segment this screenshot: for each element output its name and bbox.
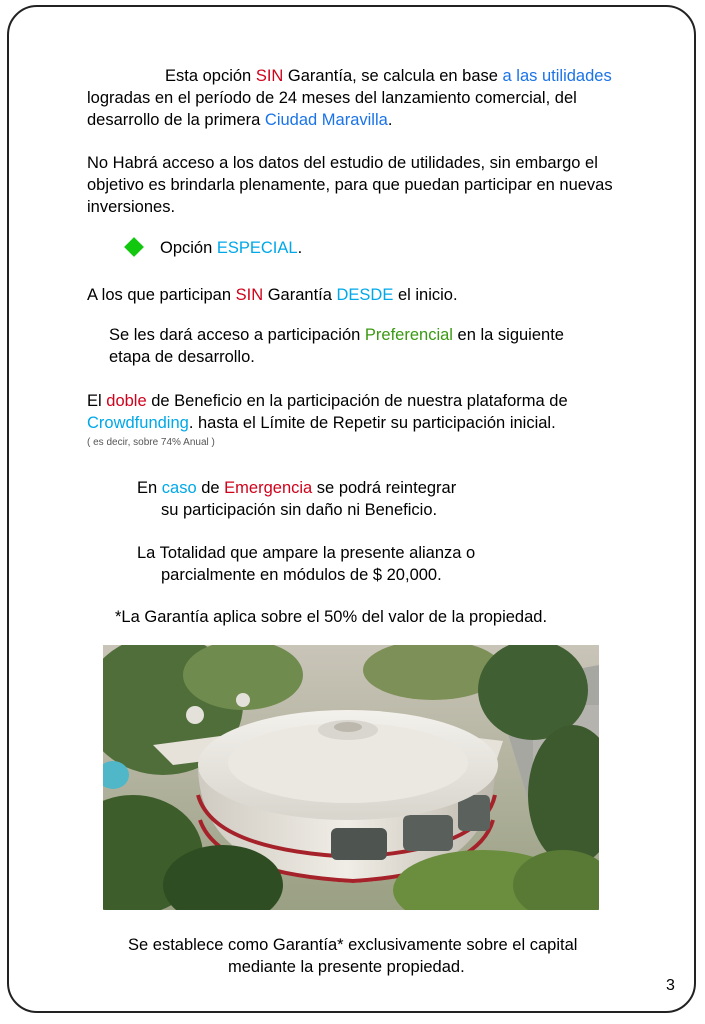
p5-line2 [87, 412, 556, 434]
option-especial [160, 237, 302, 259]
p3-text: Garantía [263, 286, 337, 304]
preferencial-highlight: Preferencial [364, 326, 453, 344]
p3-text: A los que participan [87, 286, 236, 304]
annual-note: ( es decir, sobre 74% Anual ) [87, 437, 215, 448]
p4-line2: etapa de desarrollo. [109, 348, 255, 366]
p1-text: Esta opción [165, 67, 256, 85]
p1-text: . [387, 111, 393, 129]
p4-text: Se les dará acceso a participación [109, 326, 365, 344]
option-text: Opción [160, 239, 217, 257]
caso-highlight: caso [161, 479, 197, 497]
desde-highlight: DESDE [336, 286, 394, 304]
p1-text: desarrollo de la primera [87, 111, 265, 129]
p6-text: En [137, 479, 162, 497]
ciudad-maravilla-highlight: Ciudad Maravilla [264, 111, 388, 129]
property-photo [103, 645, 599, 910]
emergencia-highlight: Emergencia [224, 479, 313, 497]
p5-line1 [87, 390, 568, 412]
p3-text: el inicio. [393, 286, 458, 304]
p6-text: de [196, 479, 225, 497]
p7-line1: La Totalidad que ampare la presente alianza o [137, 544, 476, 562]
p6-line2: su participación sin daño ni Beneficio. [161, 501, 438, 519]
p6-line1 [137, 477, 456, 499]
p5-text: . hasta el Límite de Repetir su participación inicial. [188, 414, 556, 432]
p1-line3 [87, 109, 392, 131]
p5-text: El [87, 392, 107, 410]
p4-text: en la siguiente [452, 326, 564, 344]
footer-line2: mediante la presente propiedad. [228, 958, 465, 976]
page-number: 3 [666, 977, 675, 994]
sin-highlight: SIN [255, 67, 284, 85]
p1-text: Garantía, se calcula en base [283, 67, 503, 85]
p2-line3: inversiones. [87, 198, 176, 216]
p6-text: se podrá reintegrar [312, 479, 457, 497]
crowdfunding-highlight: Crowdfunding [87, 414, 189, 432]
p7-line2: parcialmente en módulos de $ 20,000. [161, 566, 442, 584]
p5-text: de Beneficio en la participación de nuestra plataforma de [146, 392, 568, 410]
p4-line1 [109, 324, 564, 346]
guarantee-note: *La Garantía aplica sobre el 50% del valor de la propiedad. [115, 608, 548, 626]
utilidades-highlight: a las utilidades [502, 67, 612, 85]
p3-line [87, 284, 458, 306]
p1-line2: logradas en el período de 24 meses del lanzamiento comercial, del [87, 89, 577, 107]
sin-highlight: SIN [235, 286, 264, 304]
option-text: . [297, 239, 303, 257]
especial-highlight: ESPECIAL [216, 239, 298, 257]
p1-line1 [165, 65, 612, 87]
footer-line1: Se establece como Garantía* exclusivamente sobre el capital [128, 936, 578, 954]
doble-highlight: doble [106, 392, 147, 410]
p2-line1: No Habrá acceso a los datos del estudio de utilidades, sin embargo el [87, 154, 598, 172]
p2-line2: objetivo es brindarla plenamente, para que puedan participar en nuevas [87, 176, 613, 194]
